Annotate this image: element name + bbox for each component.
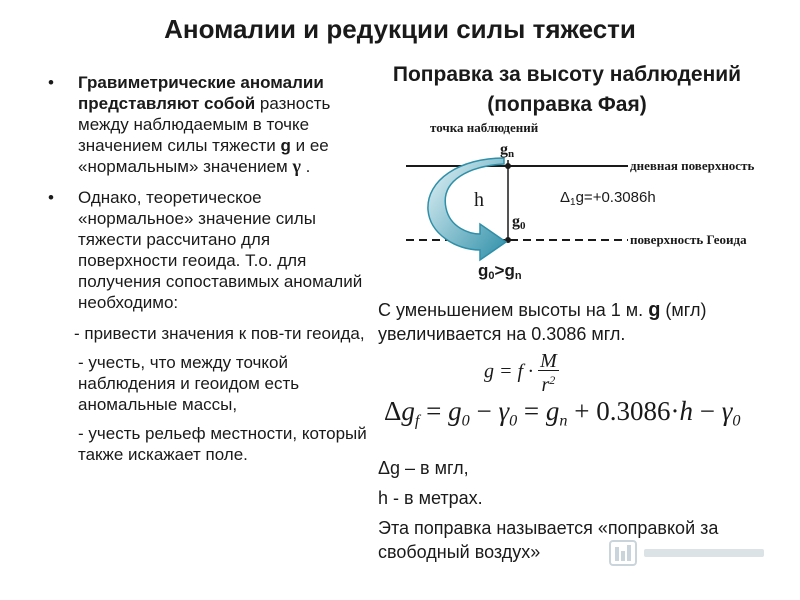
label-day-surface: дневная поверхность [630, 158, 755, 173]
gravity-formula [484, 350, 559, 397]
slide-title: Аномалии и редукции силы тяжести [164, 14, 636, 44]
observation-point [505, 163, 511, 169]
formula1-lhs: g = f · [484, 360, 534, 383]
bullet1-text1: разность между наблюдаемым в точке значением силы тяжести [78, 94, 331, 155]
faye-heading: Поправка за высоту наблюдений (поправка Фая) [392, 63, 742, 116]
reduction-arrow [428, 158, 506, 260]
label-gn: gn [500, 141, 515, 160]
subitem-1: - привести значения к пов-ти геоида, [74, 324, 365, 343]
watermark-logo [608, 537, 768, 571]
bullet1-text3: . [300, 157, 311, 176]
delta-g1-formula: $\Delta_1g=+0.3086h$ [560, 189, 656, 208]
symbol-gamma: γ [292, 156, 301, 176]
bullet-dot: • [48, 73, 54, 92]
text-after: (мгл) увеличивается на 0.3086 мгл. [378, 300, 707, 344]
faye-diagram [400, 118, 800, 288]
g0-gt-gn: g0>gn [478, 261, 522, 282]
label-geoid-surface: поверхность Геоида [630, 232, 747, 247]
unit-h: h - в метрах. [378, 488, 483, 508]
bullet-dot: • [48, 188, 54, 207]
symbol-g: g [280, 136, 291, 155]
formula1-den: $r^2$ [541, 373, 556, 397]
subitem-2: - учесть, что между точкой наблюдения и геоидом есть аномальные массы, [78, 353, 300, 414]
label-observation-point: точка наблюдений [430, 120, 539, 135]
symbol-g-right: g [648, 299, 661, 321]
text-before: С уменьшением высоты на 1 м. [378, 300, 649, 320]
formula1-fraction [538, 350, 559, 397]
bullet-anomalies [40, 72, 370, 177]
bullet1-bold: Гравиметрические аномалии представляют собой [78, 73, 324, 113]
formula1-num: M [540, 350, 557, 372]
bullet2-text: Однако, теоретическое «нормальное» значение силы тяжести рассчитано для поверхности геоида. Т.о. для получения сопоставимых аномалий необходимо: [78, 188, 363, 312]
free-air-closing: Эта поправка называется «поправкой за свободный воздух» [378, 518, 719, 562]
bullet-theoretical [40, 187, 370, 313]
height-decrease-text [378, 298, 788, 346]
bullet1-text2: и ее «нормальным» значением [78, 136, 329, 176]
label-h: h [474, 189, 484, 211]
label-g0: g0 [512, 213, 526, 232]
left-column [40, 72, 370, 473]
unit-delta-g: Δg – в мгл, [378, 458, 469, 478]
faye-formula: $\Delta g_f = g_0 - \gamma_0 = g_n + 0.3086\cdot h - \gamma_0$ [384, 396, 741, 430]
subitem-3: - учесть рельеф местности, который также искажает поле. [78, 424, 367, 464]
